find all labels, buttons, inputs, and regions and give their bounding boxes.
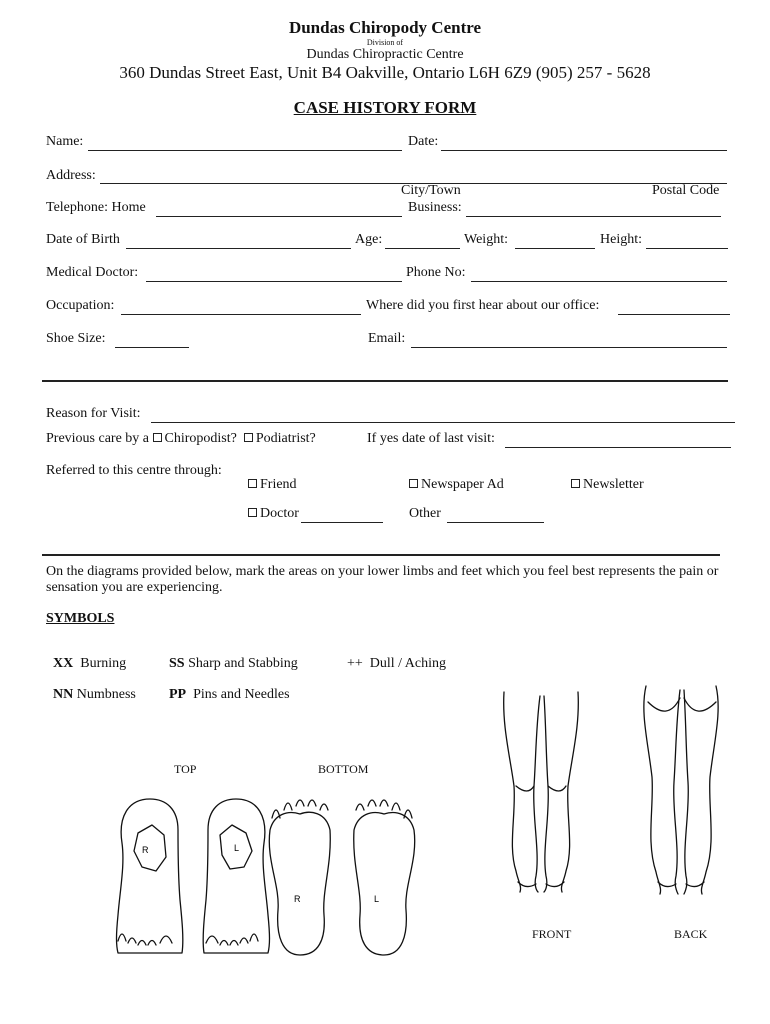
clinic-name: Dundas Chiropody Centre [288, 18, 482, 37]
symbol-numbness: NN Numbness [53, 687, 136, 702]
occupation-field[interactable] [121, 314, 361, 315]
foot-top-right-diagram[interactable] [110, 795, 190, 960]
diagram-instructions: On the diagrams provided below, mark the areas on your lower limbs and feet which you feel best represents the pain or sensation you are experiencing. [46, 564, 719, 595]
hear-about-field[interactable] [618, 314, 730, 315]
podiatrist-label: Podiatrist? [255, 431, 316, 446]
occupation-label: Occupation: [46, 298, 115, 313]
referral-doctor [248, 506, 299, 522]
left-foot-top-mark: L [234, 843, 240, 853]
chiropodist-label: Chiropodist? [164, 431, 237, 446]
form-title: CASE HISTORY FORM [293, 98, 477, 117]
parent-clinic: Dundas Chiropractic Centre [306, 47, 464, 62]
newsletter-label: Newsletter [583, 477, 644, 492]
referral-newsletter [571, 477, 644, 493]
reason-label: Reason for Visit: [46, 406, 141, 421]
right-foot-mark: R [142, 845, 149, 855]
phone-no-label: Phone No: [406, 265, 466, 280]
telephone-home-field[interactable] [156, 216, 402, 217]
phone-no-field[interactable] [471, 281, 727, 282]
business-phone-field[interactable] [466, 216, 721, 217]
friend-checkbox[interactable] [248, 479, 257, 488]
legs-front-diagram[interactable] [496, 686, 586, 896]
front-label: FRONT [532, 927, 572, 941]
left-sole-mark: L [374, 894, 380, 904]
symbols-heading: SYMBOLS [46, 611, 115, 626]
doctor-name-field[interactable] [301, 522, 383, 523]
previous-care-row [46, 431, 316, 447]
last-visit-label: If yes date of last visit: [367, 431, 495, 446]
doctor-label: Doctor [260, 506, 299, 521]
newsletter-checkbox[interactable] [571, 479, 580, 488]
referred-label: Referred to this centre through: [46, 463, 222, 478]
doctor-checkbox[interactable] [248, 508, 257, 517]
newspaper-checkbox[interactable] [409, 479, 418, 488]
reason-field[interactable] [151, 422, 735, 423]
weight-field[interactable] [515, 248, 595, 249]
right-sole-mark: R [294, 894, 301, 904]
referral-newspaper [409, 477, 504, 493]
date-field[interactable] [441, 150, 727, 151]
medical-doctor-field[interactable] [146, 281, 402, 282]
clinic-address: 360 Dundas Street East, Unit B4 Oakville, Ontario L6H 6Z9 (905) 257 - 5628 [119, 63, 651, 82]
email-label: Email: [368, 331, 406, 346]
legs-back-diagram[interactable] [636, 682, 726, 896]
name-field[interactable] [88, 150, 402, 151]
address-label: Address: [46, 168, 96, 183]
newspaper-label: Newspaper Ad [421, 477, 504, 492]
hear-about-label: Where did you first hear about our office: [366, 298, 600, 313]
email-field[interactable] [411, 347, 727, 348]
referral-other [409, 506, 441, 522]
chiropodist-checkbox[interactable] [153, 433, 162, 442]
dob-field[interactable] [126, 248, 351, 249]
symbol-dull: ++ Dull / Aching [347, 656, 447, 671]
bottom-label: BOTTOM [318, 762, 369, 776]
postal-code-caption: Postal Code [652, 183, 720, 198]
date-label: Date: [408, 134, 439, 149]
section-divider-1 [42, 380, 728, 382]
city-town-caption: City/Town [401, 183, 461, 198]
dob-label: Date of Birth [46, 232, 120, 247]
other-field[interactable] [447, 522, 544, 523]
height-field[interactable] [646, 248, 728, 249]
shoe-size-label: Shoe Size: [46, 331, 106, 346]
symbol-sharp: SS Sharp and Stabbing [169, 656, 298, 671]
shoe-size-field[interactable] [115, 347, 189, 348]
section-divider-2 [42, 554, 720, 556]
division-of: Division of [366, 38, 404, 47]
symbol-burning: XX Burning [53, 656, 127, 671]
last-visit-field[interactable] [505, 447, 731, 448]
name-label: Name: [46, 134, 84, 149]
age-field[interactable] [385, 248, 460, 249]
telephone-home-label: Telephone: Home [46, 200, 146, 215]
weight-label: Weight: [464, 232, 508, 247]
referral-friend [248, 477, 297, 493]
friend-label: Friend [260, 477, 297, 492]
top-label: TOP [174, 762, 197, 776]
business-label: Business: [408, 200, 462, 215]
previous-care-label: Previous care by a [46, 431, 150, 446]
height-label: Height: [600, 232, 642, 247]
back-label: BACK [674, 927, 708, 941]
foot-bottom-left-diagram[interactable] [344, 790, 424, 960]
medical-doctor-label: Medical Doctor: [46, 265, 139, 280]
age-label: Age: [355, 232, 383, 247]
symbol-pins: PP Pins and Needles [169, 687, 290, 702]
podiatrist-checkbox[interactable] [244, 433, 253, 442]
other-label: Other [409, 506, 441, 521]
foot-bottom-right-diagram[interactable] [260, 790, 340, 960]
